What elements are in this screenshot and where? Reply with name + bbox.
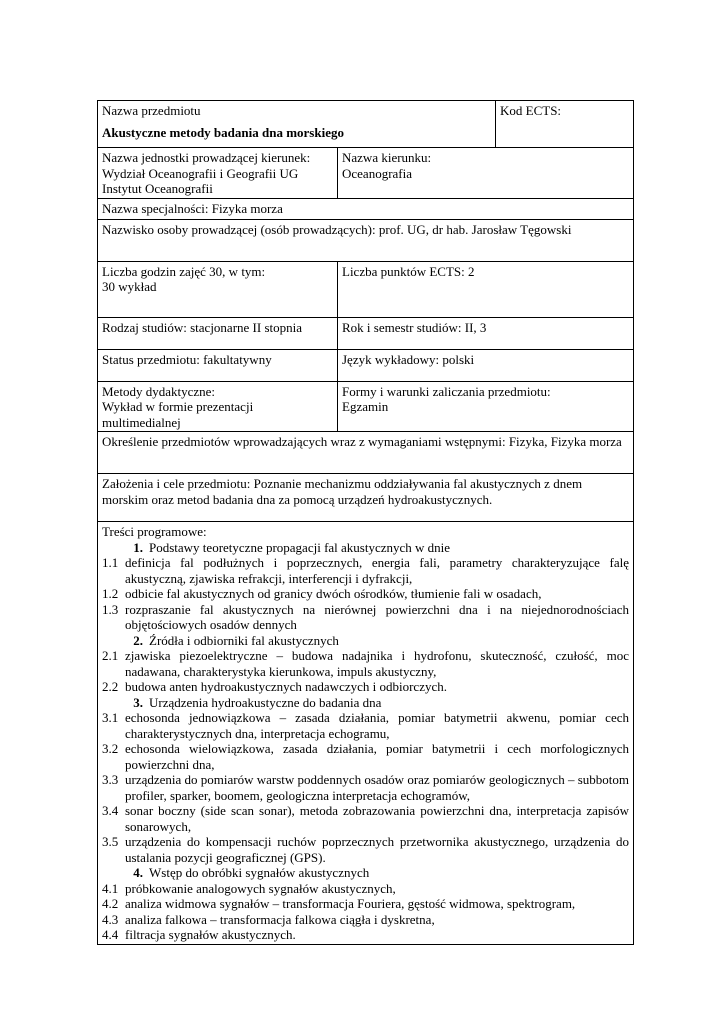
content-item bbox=[102, 912, 629, 928]
row-study-type bbox=[98, 317, 634, 349]
item-number: 1.2 bbox=[102, 586, 119, 601]
row-status bbox=[98, 349, 634, 381]
status-cell: Status przedmiotu: fakultatywny bbox=[98, 349, 338, 381]
row-methods bbox=[98, 381, 634, 432]
item-text: urządzenia do kompensacji ruchów poprzecznych przetwornika akustycznego, urządzenia do ustalania pozycji geograficznej (GPS). bbox=[125, 834, 629, 865]
ects-points-cell: Liczba punktów ECTS: 2 bbox=[338, 261, 634, 317]
row-hours bbox=[98, 261, 634, 317]
credit-label: Formy i warunki zaliczania przedmiotu: bbox=[342, 383, 551, 399]
hours-line1: Liczba godzin zajęć 30, w tym: bbox=[102, 263, 266, 279]
section-number: 1. bbox=[133, 539, 143, 555]
section-heading bbox=[102, 540, 629, 556]
content-item bbox=[102, 803, 629, 834]
content-item bbox=[102, 648, 629, 679]
content-cell bbox=[98, 522, 634, 945]
section-number: 4. bbox=[133, 865, 143, 880]
content-item bbox=[102, 896, 629, 912]
item-text: urządzenia do pomiarów warstw poddennych osadów oraz pomiarów geologicznych – subbotom profiler, sparker, boomem, geologiczna interpretacja echogramów, bbox=[125, 772, 629, 803]
year-semester-cell: Rok i semestr studiów: II, 3 bbox=[338, 317, 634, 349]
study-type-cell: Rodzaj studiów: stacjonarne II stopnia bbox=[98, 317, 338, 349]
field-label: Nazwa kierunku: bbox=[342, 150, 432, 165]
content-item bbox=[102, 834, 629, 865]
item-number: 1.1 bbox=[102, 555, 119, 570]
ects-code-cell bbox=[496, 101, 634, 148]
item-number: 4.2 bbox=[102, 896, 119, 911]
field-value: Oceanografia bbox=[342, 165, 413, 181]
item-number: 4.4 bbox=[102, 927, 119, 942]
item-text: budowa anten hydroakustycznych nadawczych i odbiorczych. bbox=[125, 679, 447, 694]
course-card-table bbox=[97, 100, 633, 945]
item-text: echosonda jednowiązkowa – zasada działania, pomiar batymetrii akwenu, pomiar cech charakterystycznych dna, interpretacja echogramu, bbox=[125, 710, 629, 741]
content-item bbox=[102, 602, 629, 633]
row-course-name bbox=[98, 101, 634, 148]
item-text: odbicie fal akustycznych od granicy dwóch ośrodków, tłumienie fali w osadach, bbox=[125, 586, 542, 601]
teacher-cell: Nazwisko osoby prowadzącej (osób prowadzących): prof. UG, dr hab. Jarosław Tęgowski bbox=[98, 219, 634, 261]
section-title: Podstawy teoretyczne propagacji fal akustycznych w dnie bbox=[149, 539, 451, 555]
row-goals bbox=[98, 474, 634, 522]
section-title: Źródła i odbiorniki fal akustycznych bbox=[149, 632, 339, 648]
item-number: 3.4 bbox=[102, 803, 119, 818]
methods-cell bbox=[98, 381, 338, 432]
row-specialty bbox=[98, 198, 634, 219]
credit-value: Egzamin bbox=[342, 399, 389, 414]
content-item bbox=[102, 741, 629, 772]
goals-cell: Założenia i cele przedmiotu: Poznanie mechanizmu oddziaływania fal akustycznych z dnem morskim oraz metod badania dna za pomocą urządzeń hydroakustycznych. bbox=[98, 474, 634, 522]
course-name-label: Nazwa przedmiotu bbox=[102, 103, 201, 118]
item-text: filtracja sygnałów akustycznych. bbox=[125, 927, 296, 942]
hours-cell bbox=[98, 261, 338, 317]
section-title: Urządzenia hydroakustyczne do badania dna bbox=[149, 694, 382, 710]
hours-line2: 30 wykład bbox=[102, 279, 157, 294]
item-number: 3.3 bbox=[102, 772, 119, 787]
prerequisites-cell: Określenie przedmiotów wprowadzających wraz z wymaganiami wstępnymi: Fizyka, Fizyka morza bbox=[98, 432, 634, 474]
unit-label: Nazwa jednostki prowadzącej kierunek: bbox=[102, 150, 311, 165]
content-sections bbox=[102, 540, 629, 943]
item-text: analiza widmowa sygnałów – transformacja Fouriera, gęstość widmowa, spektrogram, bbox=[125, 896, 576, 911]
item-number: 2.1 bbox=[102, 648, 119, 663]
unit-cell bbox=[98, 148, 338, 199]
content-item bbox=[102, 881, 629, 897]
language-cell: Język wykładowy: polski bbox=[338, 349, 634, 381]
unit-line1: Wydział Oceanografii i Geografii UG bbox=[102, 165, 299, 181]
ects-code-label: Kod ECTS: bbox=[500, 103, 562, 118]
item-number: 3.5 bbox=[102, 834, 119, 849]
specialty-cell: Nazwa specjalności: Fizyka morza bbox=[98, 198, 634, 219]
item-text: próbkowanie analogowych sygnałów akustycznych, bbox=[125, 880, 396, 896]
item-number: 2.2 bbox=[102, 679, 119, 694]
section-number: 2. bbox=[133, 632, 143, 648]
item-text: analiza falkowa – transformacja falkowa ciągła i dyskretna, bbox=[125, 911, 435, 927]
field-cell bbox=[338, 148, 634, 199]
row-unit bbox=[98, 148, 634, 199]
item-number: 3.2 bbox=[102, 741, 119, 756]
content-item bbox=[102, 679, 629, 695]
item-text: definicja fal podłużnych i poprzecznych, energia fali, parametry charakteryzujące falę akustyczną, zjawiska refrakcji, interferencji i dyfrakcji, bbox=[125, 555, 629, 586]
content-item bbox=[102, 710, 629, 741]
item-text: zjawiska piezoelektryczne – budowa nadajnika i hydrofonu, skuteczność, czułość, moc nadawana, charakterystyka kierunkowa, impuls akustyczny, bbox=[125, 648, 629, 679]
section-heading bbox=[102, 865, 629, 881]
item-number: 4.3 bbox=[102, 911, 119, 927]
item-number: 1.3 bbox=[102, 601, 119, 617]
content-label: Treści programowe: bbox=[102, 524, 207, 539]
row-teacher bbox=[98, 219, 634, 261]
section-heading bbox=[102, 633, 629, 649]
section-number: 3. bbox=[133, 694, 143, 710]
row-prerequisites bbox=[98, 432, 634, 474]
item-text: rozpraszanie fal akustycznych na nierównej powierzchni dna i na niejednorodnościach objętościowych osadów dennych bbox=[125, 601, 629, 632]
course-name-cell bbox=[98, 101, 496, 148]
row-content bbox=[98, 522, 634, 945]
item-number: 3.1 bbox=[102, 710, 119, 725]
section-heading bbox=[102, 695, 629, 711]
item-text: echosonda wielowiązkowa, zasada działania, pomiar batymetrii i cech morfologicznych powierzchni dna, bbox=[125, 741, 629, 772]
course-name-value: Akustyczne metody badania dna morskiego bbox=[102, 124, 344, 140]
item-number: 4.1 bbox=[102, 880, 119, 896]
methods-value: Wykład w formie prezentacji multimedialnej bbox=[102, 399, 254, 430]
credit-cell bbox=[338, 381, 634, 432]
unit-line2: Instytut Oceanografii bbox=[102, 181, 213, 196]
content-item bbox=[102, 927, 629, 943]
syllabus-table bbox=[97, 100, 634, 945]
content-item bbox=[102, 586, 629, 602]
section-title: Wstęp do obróbki sygnałów akustycznych bbox=[149, 865, 370, 880]
item-text: sonar boczny (side scan sonar), metoda zobrazowania powierzchni dna, interpretacja zapisów sonarowych, bbox=[125, 803, 629, 834]
content-item bbox=[102, 555, 629, 586]
methods-label: Metody dydaktyczne: bbox=[102, 383, 215, 399]
content-item bbox=[102, 772, 629, 803]
